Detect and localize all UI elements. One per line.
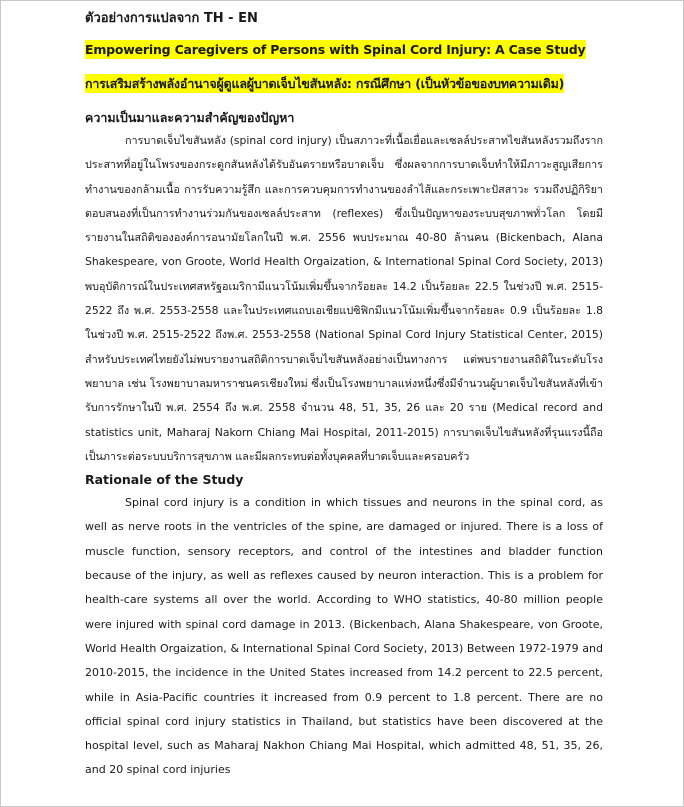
title-en: Empowering Caregivers of Persons with Spinal Cord Injury: A Case Study: [85, 42, 586, 57]
title-en-block: [85, 39, 603, 61]
title-th-block: [85, 73, 603, 95]
section-heading-th: ความเป็นมาและความสำคัญของปัญหา: [85, 110, 295, 125]
paragraph-en: Spinal cord injury is a condition in which tissues and neurons in the spinal cord, as well as nerve roots in the ventricles of the spine, are damaged or injured. There is a loss of muscle function, sensory receptors, and control of the intestines and bladder function because of the injury, as well as reflexes caused by neuron interaction. This is a problem for health-care systems all over the world. According to WHO statistics, 40-80 million people were injured with spinal cord damage in 2013. (Bickenbach, Alana Shakespeare, von Groote, World Health Orgaization, & International Spinal Cord Society, 2013) Between 1972-1979 and 2010-2015, the incidence in the United States increased from 14.2 percent to 22.5 percent, while in Asia-Pacific countries it increased from 0.9 percent to 1.8 percent. There are no official spinal cord injury statistics in Thailand, but statistics have been discovered at the hospital level, such as Maharaj Nakhon Chiang Mai Hospital, which admitted 48, 51, 35, 26, and 20 spinal cord injuries: [85, 496, 603, 777]
document-label: ตัวอย่างการแปลจาก TH - EN: [85, 11, 258, 26]
paragraph-th: การบาดเจ็บไขสันหลัง (spinal cord injury) เป็นสภาวะที่เนื้อเยื่อและเซลล์ประสาทไขสันหลังรวมถึงรากประสาทที่อยู่ในโพรงของกระดูกสันหลังได้รับอันตรายหรือบาดเจ็บ ซึ่งผลจากการบาดเจ็บทำให้มีภาวะสูญเสียการทำงานของกล้ามเนื้อ การรับความรู้สึก และการควบคุมการทำงานของลำไส้และกระเพาะปัสสาวะ รวมถึงปฏิกิริยาตอบสนองที่เป็นการทำงานร่วมกันของเซลล์ประสาท (reflexes) ซึ่งเป็นปัญหาของระบบสุขภาพทั่วโลก โดยมีรายงานในสถิติขององค์การอนามัยโลกในปี พ.ศ. 2556 พบประมาณ 40-80 ล้านคน (Bickenbach, Alana Shakespeare, von Groote, World Health Orgaization, & International Spinal Cord Society, 2013) พบอุบัติการณ์ในประเทศสหรัฐอเมริกามีแนวโน้มเพิ่มขึ้นจากร้อยละ 14.2 เป็นร้อยละ 22.5 ในช่วงปี พ.ศ. 2515-2522 ถึง พ.ศ. 2553-2558 และในประเทศแถบเอเชียแปซิฟิกมีแนวโน้มเพิ่มขึ้นจากร้อยละ 0.9 เป็นร้อยละ 1.8 ในช่วงปี พ.ศ. 2515-2522 ถึงพ.ศ. 2553-2558 (National Spinal Cord Injury Statistical Center, 2015) สำหรับประเทศไทยยังไม่พบรายงานสถิติการบาดเจ็บไขสันหลังอย่างเป็นทางการ แต่พบรายงานสถิติในระดับโรงพยาบาล เช่น โรงพยาบาลมหาราชนครเชียงใหม่ ซึ่งเป็นโรงพยาบาลแห่งหนึ่งซึ่งมีจำนวนผู้บาดเจ็บไขสันหลังที่เข้ารับการรักษาในปี พ.ศ. 2554 ถึง พ.ศ. 2558 จำนวน 48, 51, 35, 26 และ 20 ราย (Medical record and statistics unit, Maharaj Nakorn Chiang Mai Hospital, 2011-2015) การบาดเจ็บไขสันหลังที่รุนแรงนี้ถือเป็นภาระต่อระบบบริการสุขภาพ และมีผลกระทบต่อทั้งบุคคลที่บาดเจ็บและครอบครัว: [85, 134, 603, 463]
document-page: [85, 9, 603, 783]
title-th: การเสริมสร้างพลังอำนาจผู้ดูแลผู้บาดเจ็บไขสันหลัง: กรณีศึกษา (เป็นหัวข้อของบทความเดิม): [85, 76, 565, 91]
section-heading-en: Rationale of the Study: [85, 472, 244, 488]
